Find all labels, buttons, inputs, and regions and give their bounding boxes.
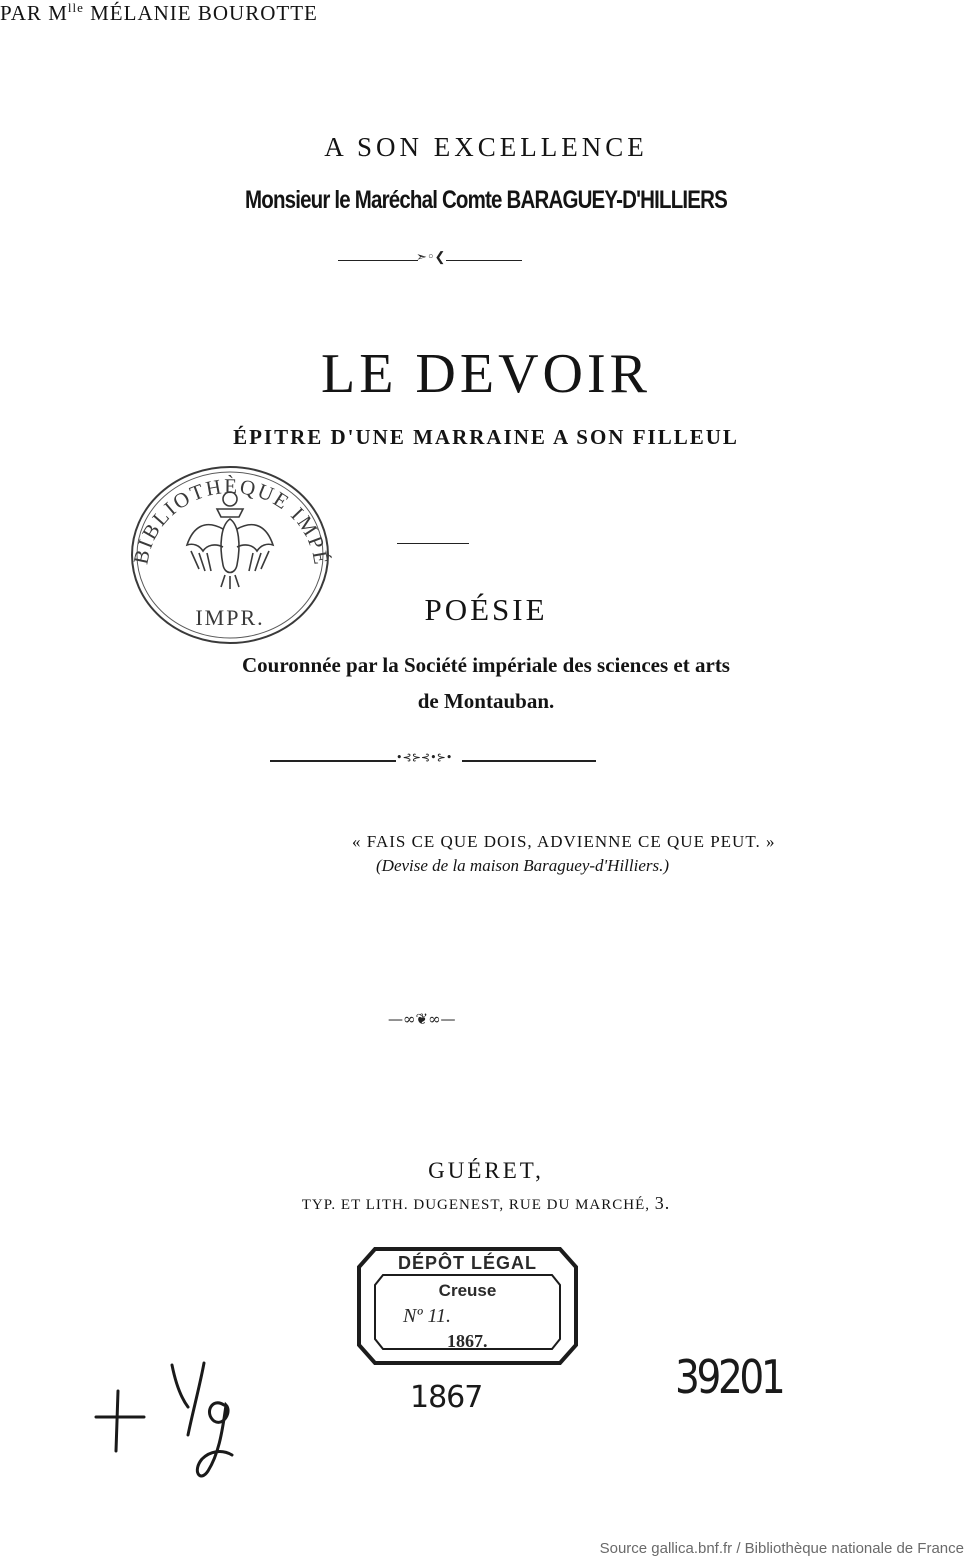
- legal-deposit-department: Creuse: [438, 1281, 497, 1300]
- author-honorific-sup: lle: [67, 0, 84, 15]
- imprint-printer: [0, 1193, 972, 1214]
- award-line-1: Couronnée par la Société impériale des sciences et arts: [242, 653, 730, 677]
- author-honorific: M: [48, 1, 68, 25]
- imprint-printer-name: TYP. ET LITH. DUGENEST, RUE DU MARCHÉ,: [301, 1197, 651, 1213]
- ornament-flourish-middle: •⊰⊱⊰•⊱•: [396, 751, 453, 764]
- book-title: LE DEVOIR: [321, 343, 651, 405]
- legal-deposit-stamp: [355, 1245, 580, 1367]
- library-stamp-abbrev: IMPR.: [195, 605, 265, 630]
- ornament-flourish-top: ➣◦❮: [416, 250, 446, 265]
- library-stamp: [125, 455, 335, 645]
- author-prefix: PAR: [0, 1, 42, 25]
- handwritten-shelfmark: 39201: [675, 1350, 783, 1404]
- author-name: MÉLANIE BOUROTTE: [90, 1, 318, 25]
- award-line-2: de Montauban.: [417, 689, 555, 713]
- imprint-city: GUÉRET,: [428, 1158, 544, 1183]
- dedication-line-1: A SON EXCELLENCE: [324, 132, 648, 162]
- ornament-center-icon: —∞❦∞—: [388, 1010, 456, 1028]
- motto-text: « FAIS CE QUE DOIS, ADVIENNE CE QUE PEUT. »: [352, 832, 776, 851]
- source-footer: Source gallica.bnf.fr / Bibliothèque nationale de France: [599, 1540, 964, 1557]
- motto-source: (Devise de la maison Baraguey-d'Hilliers.): [376, 856, 670, 875]
- imprint-number: 3.: [654, 1193, 671, 1213]
- library-stamp-text: BIBLIOTHÈQUE IMPÉ: [128, 473, 334, 568]
- book-subtitle: ÉPITRE D'UNE MARRAINE A SON FILLEUL: [233, 425, 739, 449]
- genre-label: POÉSIE: [424, 592, 548, 627]
- legal-deposit-number: Nº 11.: [403, 1305, 452, 1327]
- author-line: [0, 0, 972, 26]
- library-stamp-seal-icon: [125, 455, 335, 645]
- dedication-line-2: Monsieur le Maréchal Comte BARAGUEY-D'HILLIERS: [244, 186, 728, 214]
- handwritten-year: 1867: [410, 1380, 483, 1415]
- short-rule: [397, 543, 469, 544]
- legal-deposit-year: 1867.: [447, 1331, 488, 1351]
- handwritten-mark-icon: [92, 1355, 252, 1485]
- legal-deposit-legend: DÉPÔT LÉGAL: [397, 1253, 537, 1273]
